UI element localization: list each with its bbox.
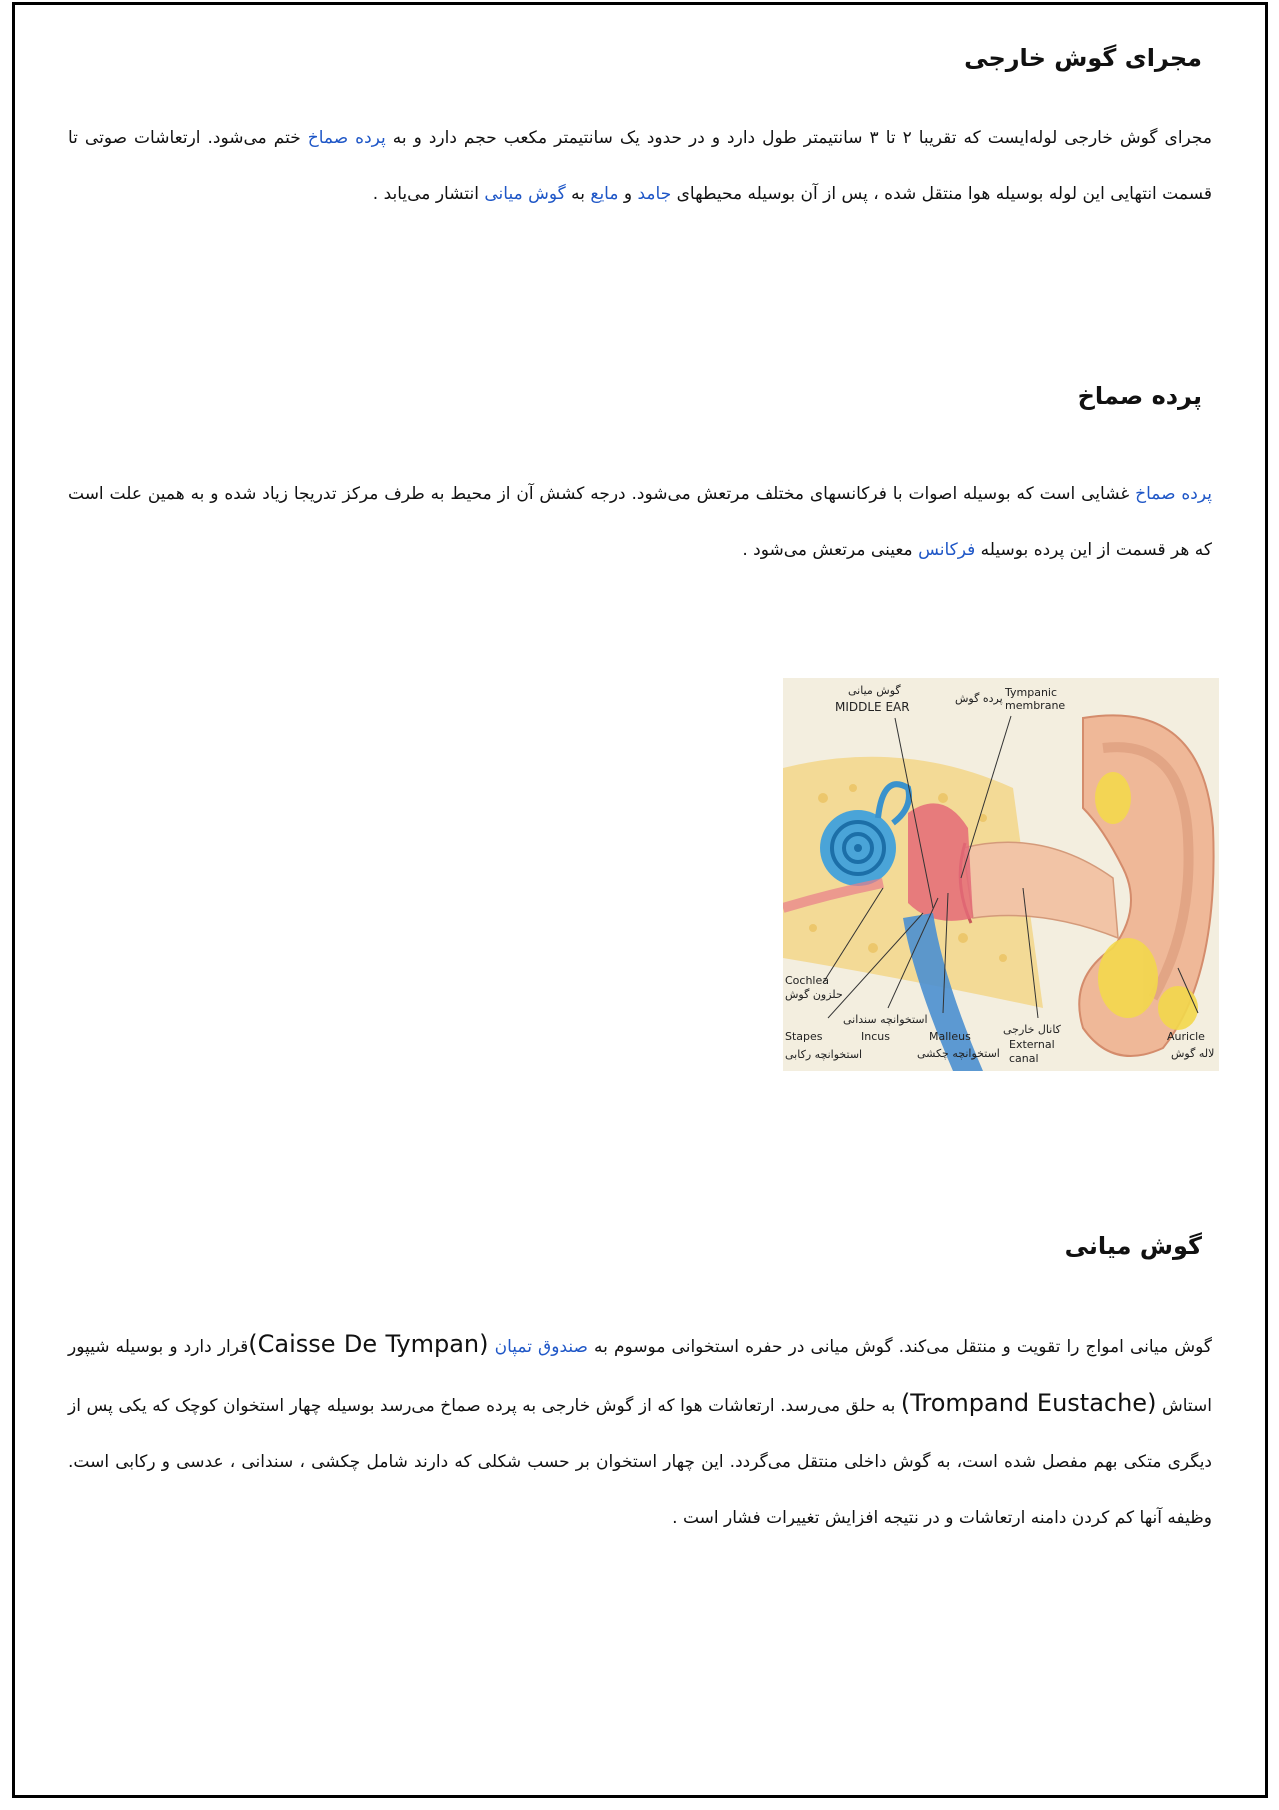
label-tympanic-en-1: Tympanic [1005, 686, 1058, 699]
link-solid[interactable]: جامد [637, 184, 672, 204]
link-tympanic-membrane[interactable]: پرده صماخ [1135, 484, 1212, 504]
latin-term-eustache: (Trompand Eustache) [900, 1389, 1157, 1417]
label-stapes-en: Stapes [785, 1030, 823, 1043]
label-malleus-fa: استخوانچه چکشی [917, 1047, 1000, 1060]
heading-external-canal: مجرای گوش خارجی [964, 44, 1202, 72]
text-run: انتشار می‌یابد . [372, 184, 485, 204]
text-run: مجرای گوش خارجی لوله‌ایست که تقریبا ۲ تا ۳ سانتیمتر طول دارد و در حدود یک سانتیمتر مکعب حجم دارد و به [385, 128, 1212, 148]
text-run: به [565, 184, 591, 204]
text-run: غشایی است که بوسیله اصوات با فرکانسهای مختلف مرتعش می‌شود. درجه کشش آن از محیط به طرف مرکز تدریجا زیاد شده و به همین علت است که هر قسمت از این پرده بوسیله [68, 484, 1212, 560]
link-tympanic-cavity[interactable]: صندوق تمپان [494, 1337, 588, 1357]
text-run: به حلق می‌رسد. ارتعاشات هوا که از گوش خارجی به پرده صماخ می‌رسد بوسیله چهار استخوان کوچک که یکی پس از دیگری متکی بهم مفصل شده است، به گوش داخلی منتقل می‌گردد. این چهار استخوان بر حسب شکلی که دارند شامل چکشی ، سندانی ، عدسی و رکابی است. وظیفه آنها کم کردن دامنه ارتعاشات و در نتیجه افزایش تغییرات فشار است . [68, 1396, 1212, 1528]
paragraph-external-canal [68, 110, 1212, 222]
link-frequency[interactable]: فرکانس [918, 540, 976, 560]
latin-term-tympan: (Caisse De Tympan) [248, 1330, 489, 1358]
label-canal-fa: کانال خارجی [1003, 1023, 1061, 1036]
text-run: و [618, 184, 638, 204]
label-auricle-en: Auricle [1167, 1030, 1205, 1043]
label-auricle-fa: لاله گوش [1171, 1047, 1215, 1060]
ear-anatomy-image [783, 678, 1219, 1071]
text-run: گوش میانی امواج را تقویت و منتقل می‌کند. گوش میانی در حفره استخوانی موسوم به [587, 1337, 1213, 1357]
label-middle-ear-fa: گوش میانی [848, 684, 901, 697]
label-tympanic-fa: پرده گوش [955, 692, 1003, 705]
label-incus-en: Incus [861, 1030, 890, 1043]
heading-tympanic-membrane: پرده صماخ [1077, 382, 1202, 410]
link-tympanic-membrane[interactable]: پرده صماخ [307, 128, 386, 148]
link-liquid[interactable]: مایع [590, 184, 619, 204]
label-canal-en-1: External [1009, 1038, 1055, 1051]
label-incus-fa: استخوانچه سندانی [843, 1013, 928, 1026]
label-middle-ear-en: MIDDLE EAR [835, 700, 910, 714]
label-canal-en-2: canal [1009, 1052, 1039, 1065]
text-run: معینی مرتعش می‌شود . [742, 540, 919, 560]
label-tympanic-en-2: membrane [1005, 699, 1066, 712]
link-middle-ear[interactable]: گوش میانی [484, 184, 566, 204]
label-stapes-fa: استخوانچه رکابی [785, 1048, 863, 1061]
label-cochlea-en: Cochlea [785, 974, 829, 987]
heading-middle-ear: گوش میانی [1064, 1232, 1202, 1260]
label-cochlea-fa: حلزون گوش [785, 988, 843, 1001]
text-run: ختم می‌شود. ارتعاشات صوتی تا قسمت انتهایی این لوله بوسیله هوا منتقل شده ، پس از آن بوسیله محیطهای [68, 128, 1212, 204]
label-malleus-en: Malleus [929, 1030, 971, 1043]
paragraph-tympanic-membrane [68, 466, 1212, 578]
paragraph-middle-ear [68, 1316, 1212, 1546]
text-run: قرار دارد و بوسیله شیپور استاش [68, 1337, 1213, 1416]
